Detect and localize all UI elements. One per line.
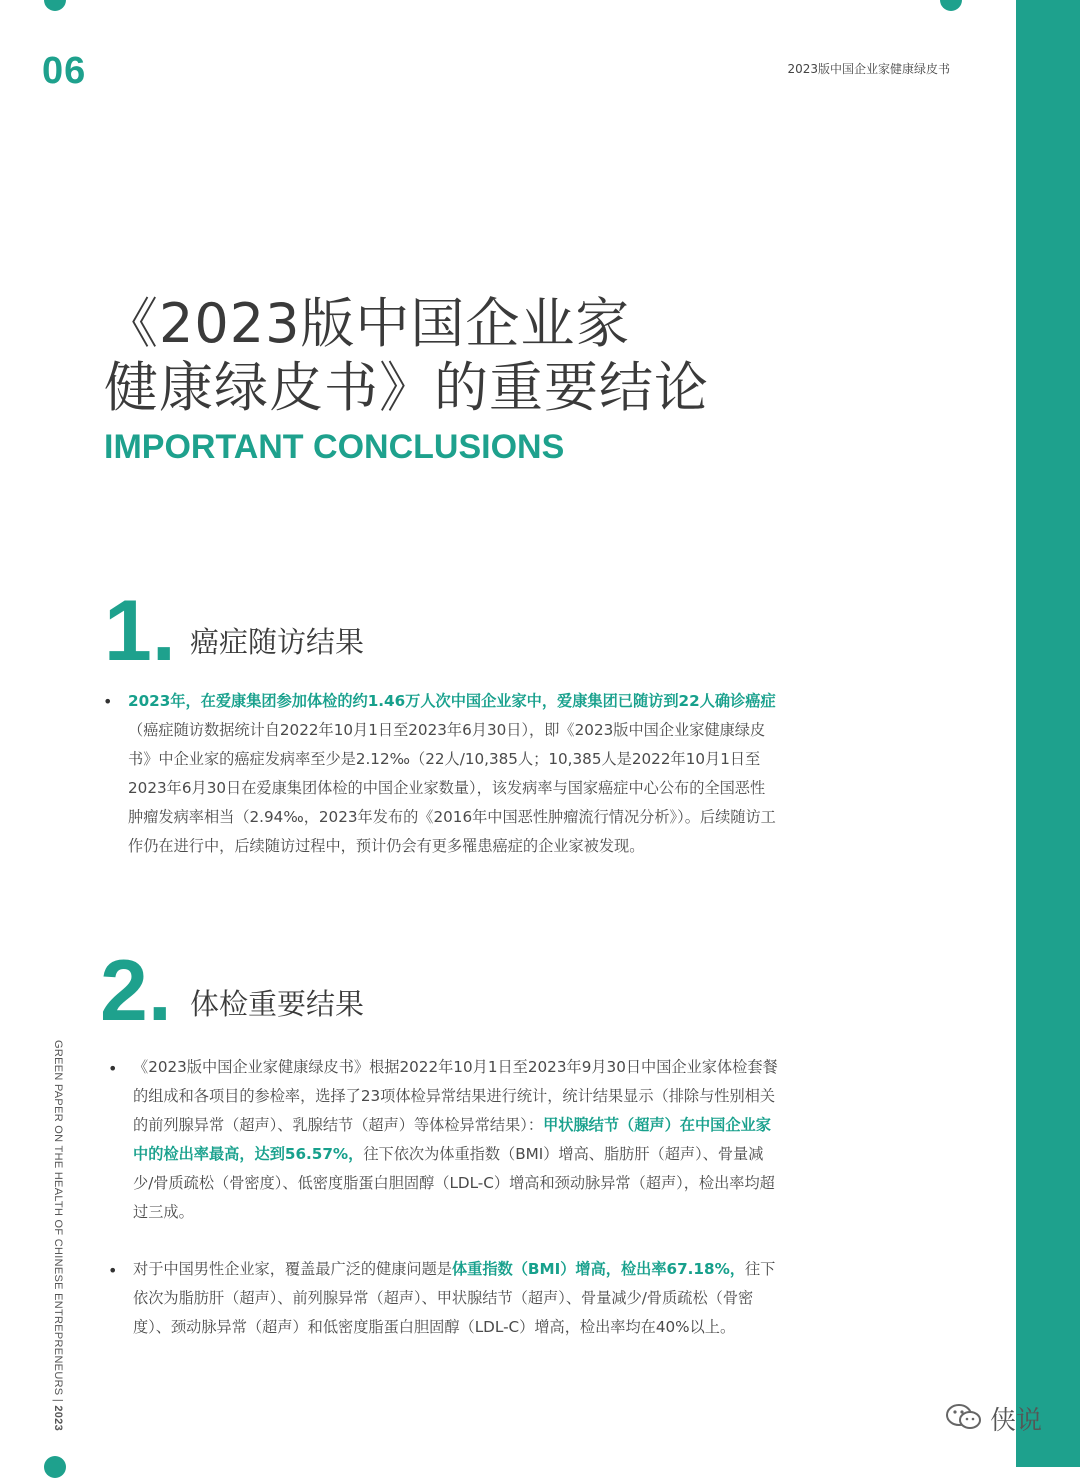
section-1-highlight: 2023年，在爱康集团参加体检的约1.46万人次中国企业家中，爱康集团已随访到22人确诊癌症 [128,692,776,710]
page-title [104,292,709,420]
watermark-text: 侠说 [990,1406,1043,1436]
side-caption [52,1040,64,1431]
corner-dot-top-right [940,0,962,11]
running-header: 2023版中国企业家健康绿皮书 [787,62,950,76]
english-subtitle: IMPORTANT CONCLUSIONS [104,428,565,466]
title-line-1: 《2023版中国企业家 [104,292,631,355]
section-1-digit: 1 [104,583,152,679]
title-line-2: 健康绿皮书》的重要结论 [104,356,709,419]
section-2-paragraph-1 [133,1053,783,1227]
watermark [944,1400,1042,1437]
side-caption-english: GREEN PAPER ON THE HEALTH OF CHINESE ENTREPRENEURS [52,1040,64,1396]
section-1-number: 1. [104,583,176,679]
section-2-paragraph-2 [133,1255,783,1342]
bullet-marker: • [108,1059,118,1078]
section-2-digit: 2 [100,943,148,1039]
section-2-number: 2. [100,943,172,1039]
side-caption-divider: | [52,1398,64,1406]
bullet-marker: • [108,1261,118,1280]
wechat-icon [944,1402,984,1436]
side-caption-year: 2023 [52,1405,64,1431]
section-2-heading: 体检重要结果 [190,987,365,1021]
section-2-p2-post: 往下依次为脂肪肝（超声）、前列腺异常（超声）、甲状腺结节（超声）、骨量减少/骨质疏松（骨密度）、颈动脉异常（超声）和低密度脂蛋白胆固醇（LDL-C）增高，检出率均在40%以上。 [133,1260,776,1336]
section-2-p1-post: 往下依次为体重指数（BMI）增高、脂肪肝（超声）、骨量减少/骨质疏松（骨密度）、低密度脂蛋白胆固醇（LDL-C）增高和颈动脉异常（超声），检出率均超过三成。 [133,1145,775,1221]
section-2-p1-pre: 《2023版中国企业家健康绿皮书》根据2022年10月1日至2023年9月30日中国企业家体检套餐的组成和各项目的参检率，选择了23项体检异常结果进行统计，统计结果显示（排除与性别相关的前列腺异常（超声）、乳腺结节（超声）等体检异常结果）： [133,1058,778,1134]
section-2-p2-pre: 对于中国男性企业家，覆盖最广泛的健康问题是 [133,1260,452,1278]
page-number: 06 [42,50,87,92]
section-1-text: （癌症随访数据统计自2022年10月1日至2023年6月30日），即《2023版中国企业家健康绿皮书》中企业家的癌症发病率至少是2.12‰（22人/10,385人；10,385人是2022年10月1日至2023年6月30日在爱康集团体检的中国企业家数量），该发病率与国家癌症中心公布的全国恶性肿瘤发病率相当（2.94‰，2023年发布的《2016年中国恶性肿瘤流行情况分析》）。后续随访工作仍在进行中，后续随访过程中，预计仍会有更多罹患癌症的企业家被发现。 [128,721,776,855]
section-1-heading: 癌症随访结果 [190,625,365,659]
section-2-p1-highlight: 甲状腺结节（超声）在中国企业家中的检出率最高，达到56.57%， [133,1116,771,1163]
section-2-p2-highlight: 体重指数（BMI）增高，检出率67.18%， [451,1260,745,1278]
bullet-marker: • [103,692,113,711]
corner-dot-top-left [44,0,66,11]
corner-dot-bottom-left [44,1456,66,1478]
right-accent-bar [1016,0,1080,1467]
section-1-paragraph [128,687,778,861]
